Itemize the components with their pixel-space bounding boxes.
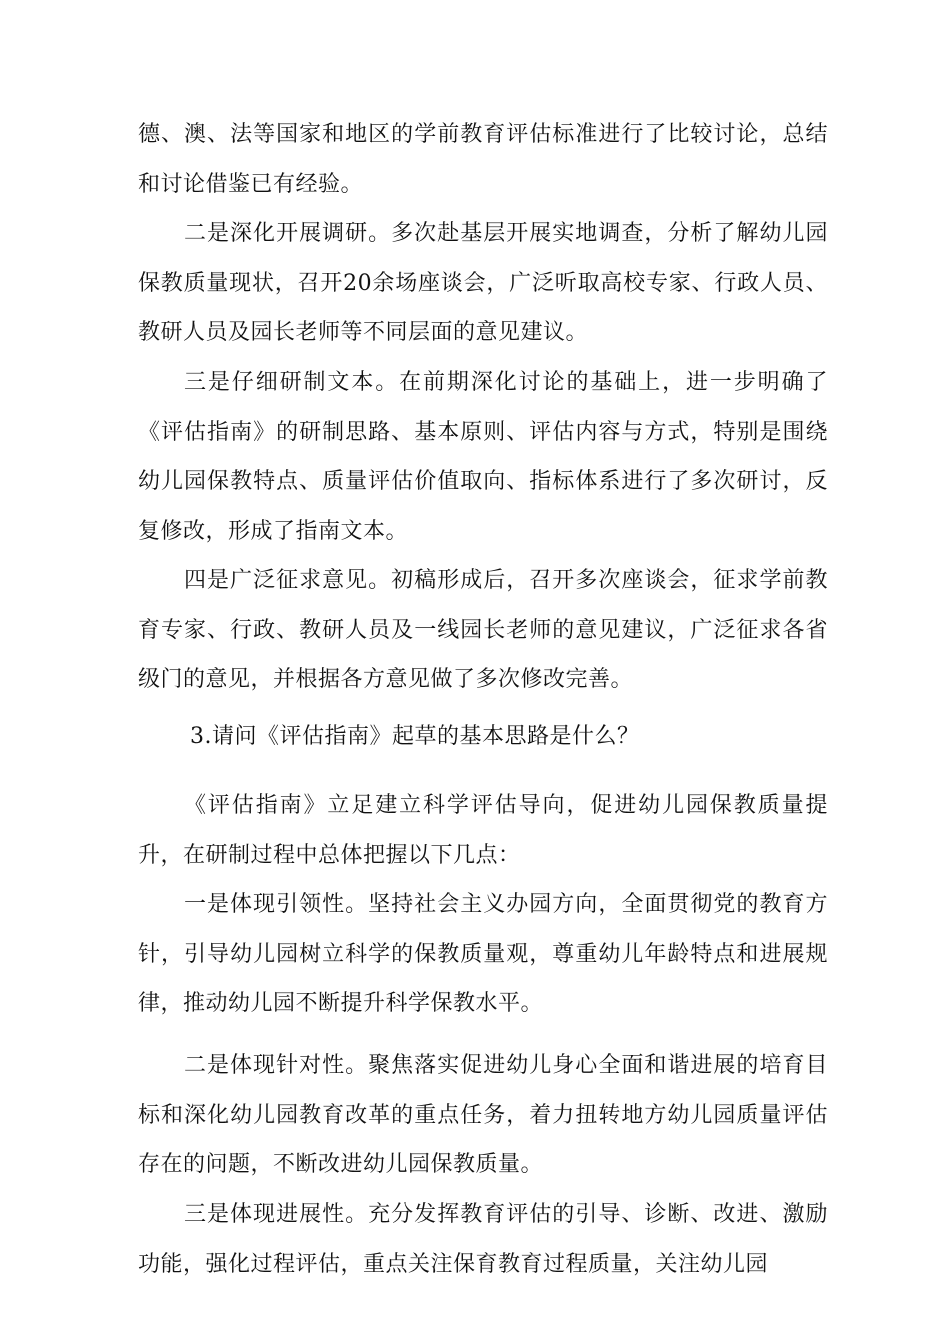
- paragraph-targeted: 二是体现针对性。聚焦落实促进幼儿身心全面和谐进展的培育目标和深化幼儿园教育改革的重点任务，着力扭转地方幼儿园质量评估存在的问题，不断改进幼儿园保教质量。: [138, 1053, 828, 1177]
- question-heading: 3.请问《评估指南》起草的基本思路是什么？: [190, 724, 640, 749]
- paragraph-developmental: 三是体现进展性。充分发挥教育评估的引导、诊断、改进、激励功能，强化过程评估，重点关注保育教育过程质量，关注幼儿园: [138, 1202, 828, 1277]
- paragraph-research: 二是深化开展调研。多次赴基层开展实地调查，分析了解幼儿园保教质量现状，召开20余场座谈会，广泛听取高校专家、行政人员、教研人员及园长老师等不同层面的意见建议。: [138, 221, 828, 345]
- paragraph-continuation: 德、澳、法等国家和地区的学前教育评估标准进行了比较讨论，总结和讨论借鉴已有经验。: [138, 122, 828, 197]
- paragraph-drafting: 三是仔细研制文本。在前期深化讨论的基础上，进一步明确了《评估指南》的研制思路、基本原则、评估内容与方式，特别是围绕幼儿园保教特点、质量评估价值取向、指标体系进行了多次研讨，反复修改，形成了指南文本。: [138, 370, 828, 544]
- paragraph-overview: 《评估指南》立足建立科学评估导向，促进幼儿园保教质量提升，在研制过程中总体把握以下几点：: [138, 793, 828, 868]
- paragraph-consultation: 四是广泛征求意见。初稿形成后，召开多次座谈会，征求学前教育专家、行政、教研人员及一线园长老师的意见建议，广泛征求各省级门的意见，并根据各方意见做了多次修改完善。: [138, 568, 828, 692]
- paragraph-guidance: 一是体现引领性。坚持社会主义办园方向，全面贯彻党的教育方针，引导幼儿园树立科学的保教质量观，尊重幼儿年龄特点和进展规律，推动幼儿园不断提升科学保教水平。: [138, 892, 828, 1016]
